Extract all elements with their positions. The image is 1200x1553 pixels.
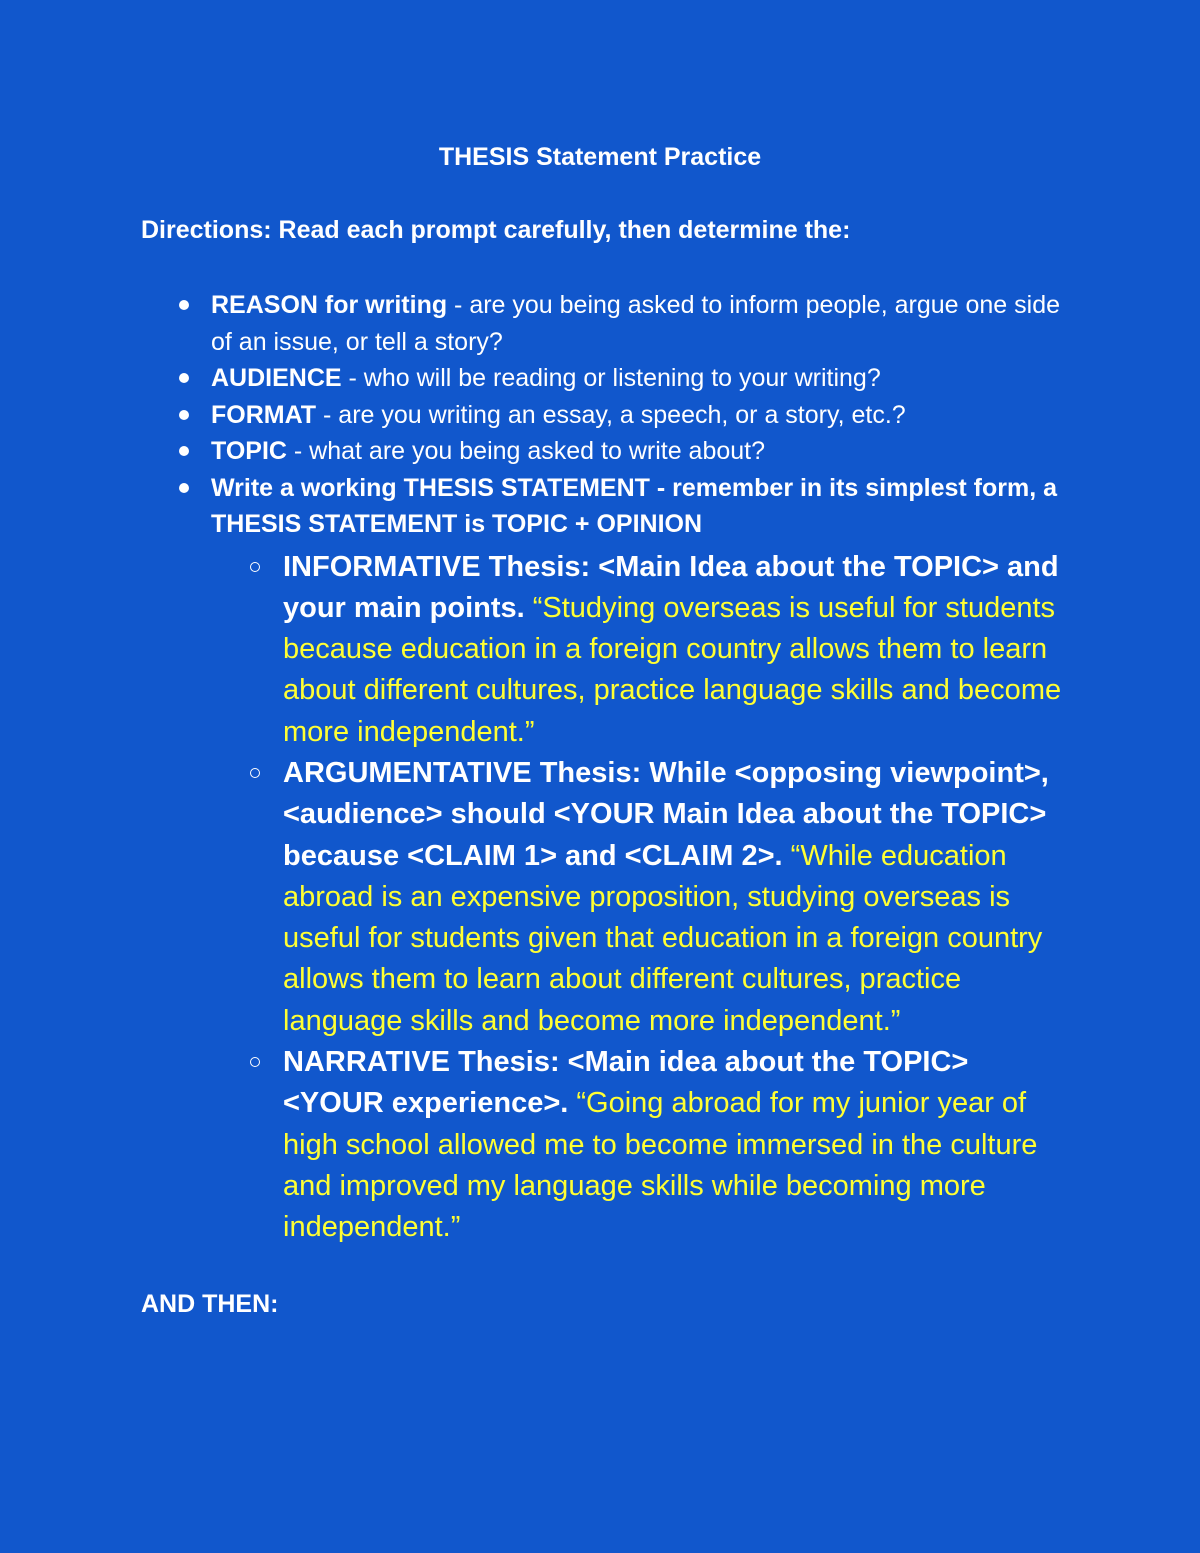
desc-audience: - who will be reading or listening to your writing? [341,364,881,392]
circle-bullet-icon [250,768,260,778]
thesis-argumentative [283,753,1063,1042]
directions-text: Directions: Read each prompt carefully, then determine the: [141,216,851,244]
prompt-checklist [211,287,1071,1249]
circle-bullet-icon [250,562,260,572]
thesis-label: ARGUMENTATIVE Thesis: While <opposing viewpoint>, <audience> should <YOUR Main Idea about the TOPIC> because <CLAIM 1> and <CLAIM 2>. [283,756,1049,872]
term-format: FORMAT [211,400,317,429]
document-title: THESIS Statement Practice [438,143,762,171]
thesis-narrative [283,1042,1063,1248]
desc-topic: - what are you being asked to write about? [286,437,766,465]
thesis-example: “Studying overseas is useful for students because education in a foreign country allows them to learn about different cultures, practice language skills and become more independent.” [283,591,1062,748]
bullet-icon [179,410,189,420]
bullet-icon [179,446,189,456]
thesis-example: “While education abroad is an expensive proposition, studying overseas is useful for students given that education in a foreign country allows them to learn about different cultures, practice language skills and become more independent.” [283,839,1043,1037]
bullet-icon [179,300,189,310]
term-thesis: Write a working THESIS STATEMENT - remember in its simplest form, a THESIS STATEMENT is TOPIC + OPINION [211,473,1057,538]
thesis-label: NARRATIVE Thesis: <Main idea about the TOPIC> <YOUR experience>. [283,1046,969,1120]
term-reason: REASON for writing [211,291,448,319]
thesis-label: INFORMATIVE Thesis: <Main Idea about the TOPIC> and your main points. [283,550,1059,624]
bullet-icon [179,373,189,383]
and-then-heading: AND THEN: [141,1290,279,1318]
term-topic: TOPIC [211,437,287,465]
term-audience: AUDIENCE [211,364,342,392]
list-item-format [211,397,1071,434]
desc-format: - are you writing an essay, a speech, or a story, etc.? [316,400,906,429]
thesis-types-list [283,547,1063,1249]
list-item-thesis [211,470,1071,1249]
thesis-informative [283,547,1063,753]
desc-reason: - are you being asked to inform people, argue one side of an issue, or tell a story? [211,291,1060,356]
list-item-audience [211,360,1071,397]
list-item-topic [211,433,1071,470]
circle-bullet-icon [250,1057,260,1067]
list-item-reason [211,287,1071,360]
bullet-icon [179,483,189,493]
thesis-example: “Going abroad for my junior year of high school allowed me to become immersed in the culture and improved my language skills while becoming more independent.” [283,1087,1038,1244]
